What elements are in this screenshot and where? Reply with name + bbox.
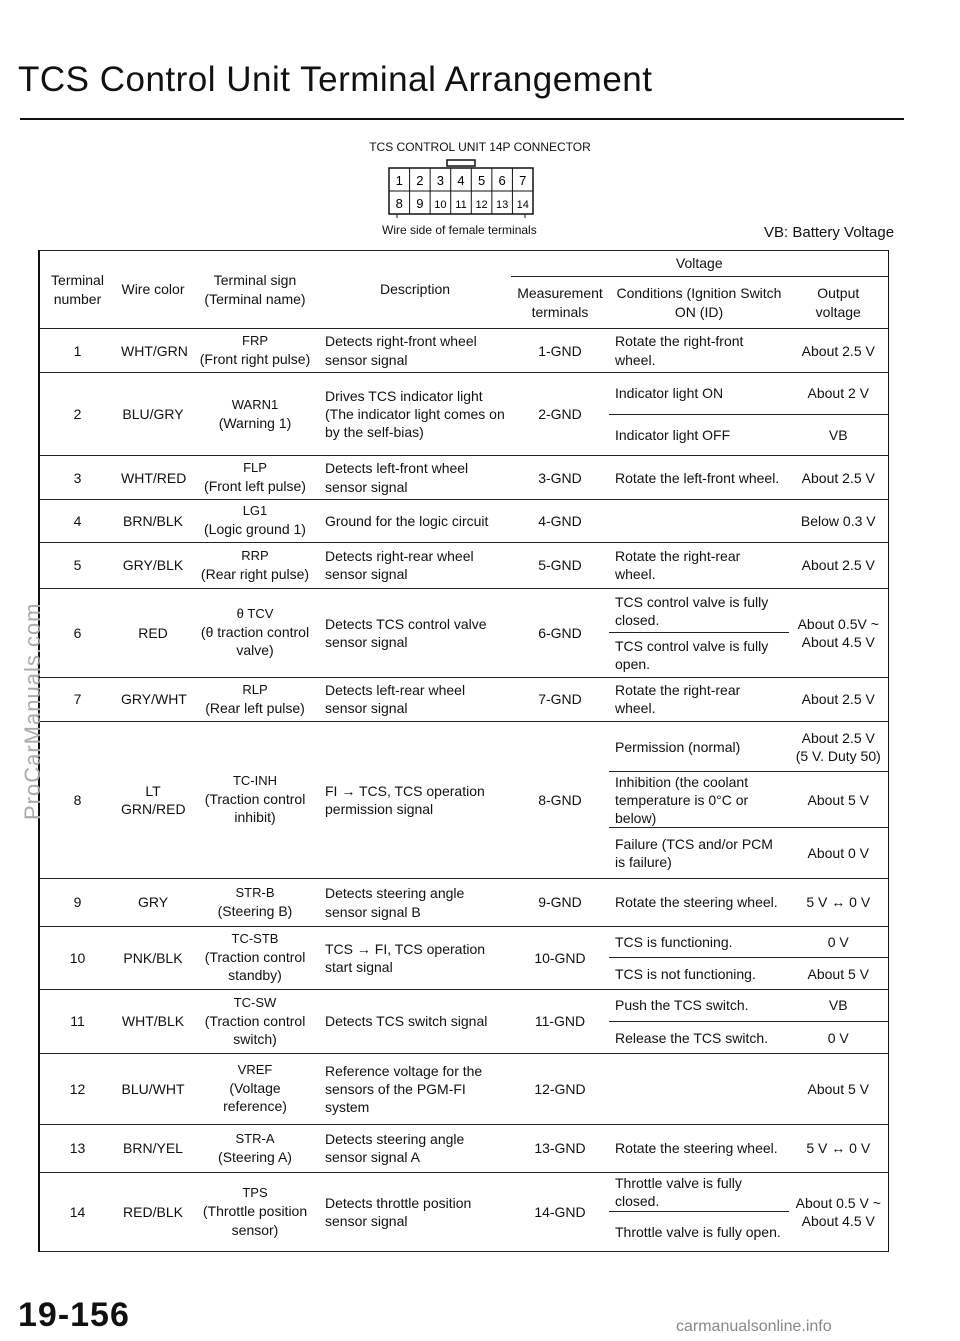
watermark: ProCarManuals.com xyxy=(20,602,45,820)
connector-pin-label: 1 xyxy=(395,173,403,188)
terminal-number: 12 xyxy=(39,1054,115,1125)
table-row xyxy=(39,456,888,500)
terminal-name: (Warning 1) xyxy=(218,414,292,431)
terminal-name: (Steering A) xyxy=(218,1148,292,1165)
terminal-sign xyxy=(191,329,319,373)
wire-color: RED/BLK xyxy=(115,1173,191,1252)
wire-color: WHT/BLK xyxy=(115,989,191,1054)
terminal-sign-code: RRP xyxy=(241,547,269,563)
output-voltage: About 2 V xyxy=(789,373,888,414)
condition: TCS control valve is fully closed. xyxy=(609,589,789,633)
output-voltage: About 2.5 V xyxy=(789,329,888,373)
terminal-name: (Traction control switch) xyxy=(204,1012,306,1047)
terminal-name: (Steering B) xyxy=(217,902,293,919)
wire-color: RED xyxy=(115,589,191,678)
output-voltage: About 2.5 V xyxy=(789,456,888,500)
terminal-sign-code: TPS xyxy=(242,1185,268,1201)
condition: Throttle valve is fully open. xyxy=(609,1212,789,1252)
wire-color: BRN/YEL xyxy=(115,1124,191,1172)
wire-color: LT GRN/RED xyxy=(115,722,191,879)
measurement-terminals: 9-GND xyxy=(511,878,609,926)
header-terminal-number: Terminal number xyxy=(39,251,115,329)
header-output: Output voltage xyxy=(789,277,888,329)
terminal-sign xyxy=(191,722,319,879)
terminal-number: 9 xyxy=(39,878,115,926)
terminal-sign-code: θ TCV xyxy=(236,606,274,622)
connector-pin-label: 10 xyxy=(434,199,447,211)
terminal-sign xyxy=(191,456,319,500)
terminal-sign-code: FLP xyxy=(243,460,267,476)
condition: Rotate the right-rear wheel. xyxy=(609,677,789,721)
condition: TCS is functioning. xyxy=(609,927,789,958)
output-voltage: 5 V ↔ 0 V xyxy=(789,1124,888,1172)
terminal-sign xyxy=(191,542,319,588)
measurement-terminals: 14-GND xyxy=(511,1173,609,1252)
wire-color: GRY xyxy=(115,878,191,926)
measurement-terminals: 3-GND xyxy=(511,456,609,500)
output-voltage: 0 V xyxy=(789,1021,888,1053)
wire-color: BRN/BLK xyxy=(115,500,191,542)
output-voltage: About 0 V xyxy=(789,828,888,878)
output-voltage: About 0.5V ~ About 4.5 V xyxy=(789,589,888,678)
measurement-terminals: 8-GND xyxy=(511,722,609,879)
table-row xyxy=(39,589,888,633)
description: Detects steering angle sensor signal B xyxy=(319,878,511,926)
terminal-sign-code: WARN1 xyxy=(231,396,279,412)
connector-pin-label: 14 xyxy=(516,199,529,211)
terminal-sign xyxy=(191,1173,319,1252)
description: Detects right-front wheel sensor signal xyxy=(319,329,511,373)
wire-side-note: Wire side of female terminals xyxy=(382,223,537,237)
table-row xyxy=(39,927,888,958)
battery-voltage-note: VB: Battery Voltage xyxy=(764,224,895,241)
output-voltage: Below 0.3 V xyxy=(789,500,888,542)
description: Detects right-rear wheel sensor signal xyxy=(319,542,511,588)
measurement-terminals: 10-GND xyxy=(511,927,609,990)
measurement-terminals: 7-GND xyxy=(511,677,609,721)
connector-pin-label: 6 xyxy=(498,173,506,188)
condition: Inhibition (the coolant temperature is 0°C or below) xyxy=(609,772,789,828)
connector-pin-label: 8 xyxy=(395,196,403,211)
terminal-name: (Logic ground 1) xyxy=(204,521,306,538)
connector-label: TCS CONTROL UNIT 14P CONNECTOR xyxy=(369,140,591,154)
output-voltage: 0 V xyxy=(789,927,888,958)
header-description: Description xyxy=(319,251,511,329)
measurement-terminals: 13-GND xyxy=(511,1124,609,1172)
condition: Permission (normal) xyxy=(609,722,789,772)
connector-diagram xyxy=(387,158,535,220)
terminal-sign xyxy=(191,373,319,456)
table-row xyxy=(39,1173,888,1212)
page-title: TCS Control Unit Terminal Arrangement xyxy=(18,60,653,99)
connector-lock-tab xyxy=(447,160,475,166)
condition: Push the TCS switch. xyxy=(609,989,789,1021)
output-voltage: VB xyxy=(789,989,888,1021)
connector-pin-label: 2 xyxy=(416,173,424,188)
measurement-terminals: 4-GND xyxy=(511,500,609,542)
wire-color: BLU/WHT xyxy=(115,1054,191,1125)
terminal-number: 3 xyxy=(39,456,115,500)
output-voltage: About 5 V xyxy=(789,958,888,989)
terminal-number: 2 xyxy=(39,373,115,456)
terminal-sign-code: STR-A xyxy=(235,1130,275,1146)
description: Detects steering angle sensor signal A xyxy=(319,1124,511,1172)
header-conditions: Conditions (Ignition Switch ON (ID) xyxy=(609,277,789,329)
connector-pin-label: 13 xyxy=(496,199,509,211)
description: Ground for the logic circuit xyxy=(319,500,511,542)
terminal-sign xyxy=(191,589,319,678)
condition: Indicator light ON xyxy=(609,373,789,414)
description: Detects throttle position sensor signal xyxy=(319,1173,511,1252)
table-row xyxy=(39,722,888,772)
wire-color: WHT/GRN xyxy=(115,329,191,373)
connector-pin-label: 5 xyxy=(477,173,486,188)
terminal-sign-code: TC-INH xyxy=(232,773,278,789)
terminal-sign-code: FRP xyxy=(242,333,268,349)
output-voltage: About 2.5 V xyxy=(789,677,888,721)
terminal-name: (Voltage reference) xyxy=(223,1080,287,1115)
wire-color: GRY/WHT xyxy=(115,677,191,721)
terminal-sign-code: TC-STB xyxy=(231,931,279,947)
terminal-number: 8 xyxy=(39,722,115,879)
terminal-sign-code: VREF xyxy=(237,1062,273,1078)
terminal-number: 6 xyxy=(39,589,115,678)
condition: Rotate the left-front wheel. xyxy=(609,456,789,500)
condition: Throttle valve is fully closed. xyxy=(609,1173,789,1212)
terminal-sign xyxy=(191,677,319,721)
terminal-name: (Traction control standby) xyxy=(204,949,306,984)
table-row xyxy=(39,373,888,414)
description: Reference voltage for the sensors of the PGM-FI system xyxy=(319,1054,511,1125)
wire-color: BLU/GRY xyxy=(115,373,191,456)
measurement-terminals: 5-GND xyxy=(511,542,609,588)
terminal-name: (Front right pulse) xyxy=(199,351,311,368)
terminal-sign-code: LG1 xyxy=(242,503,268,519)
terminal-name: (Rear left pulse) xyxy=(205,699,305,716)
table-row xyxy=(39,989,888,1021)
terminal-number: 1 xyxy=(39,329,115,373)
terminal-name: (Throttle position sensor) xyxy=(202,1203,308,1238)
output-voltage: About 5 V xyxy=(789,772,888,828)
terminal-sign-code: RLP xyxy=(242,681,268,697)
output-voltage: 5 V ↔ 0 V xyxy=(789,878,888,926)
terminal-sign xyxy=(191,500,319,542)
condition: Failure (TCS and/or PCM is failure) xyxy=(609,828,789,878)
table-row xyxy=(39,542,888,588)
connector-pin-label: 11 xyxy=(455,199,467,211)
output-voltage: About 5 V xyxy=(789,1054,888,1125)
condition: Rotate the steering wheel. xyxy=(609,1124,789,1172)
header-terminal-sign: Terminal sign (Terminal name) xyxy=(191,251,319,329)
condition: Indicator light OFF xyxy=(609,414,789,455)
measurement-terminals: 1-GND xyxy=(511,329,609,373)
page-number: 19-156 xyxy=(18,1296,130,1334)
header-voltage: Voltage xyxy=(511,251,888,277)
condition: Rotate the right-front wheel. xyxy=(609,329,789,373)
measurement-terminals: 11-GND xyxy=(511,989,609,1054)
output-voltage: About 2.5 V xyxy=(789,542,888,588)
connector-pin-label: 3 xyxy=(436,173,445,188)
terminal-sign xyxy=(191,878,319,926)
wire-color: WHT/RED xyxy=(115,456,191,500)
connector-pin-label: 12 xyxy=(475,199,488,211)
description: TCS → FI, TCS operation start signal xyxy=(319,927,511,990)
description: Drives TCS indicator light (The indicator light comes on by the self-bias) xyxy=(319,373,511,456)
wire-color: GRY/BLK xyxy=(115,542,191,588)
description: Detects left-rear wheel sensor signal xyxy=(319,677,511,721)
terminal-name: (Front left pulse) xyxy=(204,478,306,495)
table-row xyxy=(39,1054,888,1125)
header-measurement: Measurement terminals xyxy=(511,277,609,329)
terminal-table xyxy=(38,250,889,1252)
connector-pin-label: 7 xyxy=(519,173,527,188)
condition: TCS is not functioning. xyxy=(609,958,789,989)
output-voltage: About 2.5 V (5 V. Duty 50) xyxy=(789,722,888,772)
terminal-sign xyxy=(191,927,319,990)
table-row xyxy=(39,677,888,721)
terminal-number: 14 xyxy=(39,1173,115,1252)
output-voltage: VB xyxy=(789,414,888,455)
footer-site: carmanualsonline.info xyxy=(676,1318,832,1335)
wire-color: PNK/BLK xyxy=(115,927,191,990)
table-row xyxy=(39,1124,888,1172)
terminal-sign-code: TC-SW xyxy=(233,994,277,1010)
description: FI → TCS, TCS operation permission signal xyxy=(319,722,511,879)
measurement-terminals: 6-GND xyxy=(511,589,609,678)
condition xyxy=(609,1054,789,1125)
terminal-sign xyxy=(191,989,319,1054)
measurement-terminals: 12-GND xyxy=(511,1054,609,1125)
terminal-sign xyxy=(191,1124,319,1172)
terminal-name: (θ traction control valve) xyxy=(200,624,310,659)
terminal-sign xyxy=(191,1054,319,1125)
terminal-number: 5 xyxy=(39,542,115,588)
table-row xyxy=(39,878,888,926)
description: Detects TCS switch signal xyxy=(319,989,511,1054)
condition: Release the TCS switch. xyxy=(609,1021,789,1053)
table-row xyxy=(39,500,888,542)
output-voltage: About 0.5 V ~ About 4.5 V xyxy=(789,1173,888,1252)
table-row xyxy=(39,329,888,373)
terminal-number: 13 xyxy=(39,1124,115,1172)
terminal-sign-code: STR-B xyxy=(235,884,275,900)
terminal-name: (Traction control inhibit) xyxy=(204,791,306,826)
condition: Rotate the steering wheel. xyxy=(609,878,789,926)
description: Detects left-front wheel sensor signal xyxy=(319,456,511,500)
condition: Rotate the right-rear wheel. xyxy=(609,542,789,588)
connector-pin-label: 4 xyxy=(457,173,465,188)
condition: TCS control valve is fully open. xyxy=(609,633,789,677)
connector-pin-label: 9 xyxy=(416,196,424,211)
description: Detects TCS control valve sensor signal xyxy=(319,589,511,678)
terminal-number: 11 xyxy=(39,989,115,1054)
condition xyxy=(609,500,789,542)
terminal-number: 7 xyxy=(39,677,115,721)
header-wire-color: Wire color xyxy=(115,251,191,329)
terminal-number: 4 xyxy=(39,500,115,542)
measurement-terminals: 2-GND xyxy=(511,373,609,456)
terminal-number: 10 xyxy=(39,927,115,990)
terminal-name: (Rear right pulse) xyxy=(200,565,310,582)
title-rule xyxy=(20,118,904,120)
